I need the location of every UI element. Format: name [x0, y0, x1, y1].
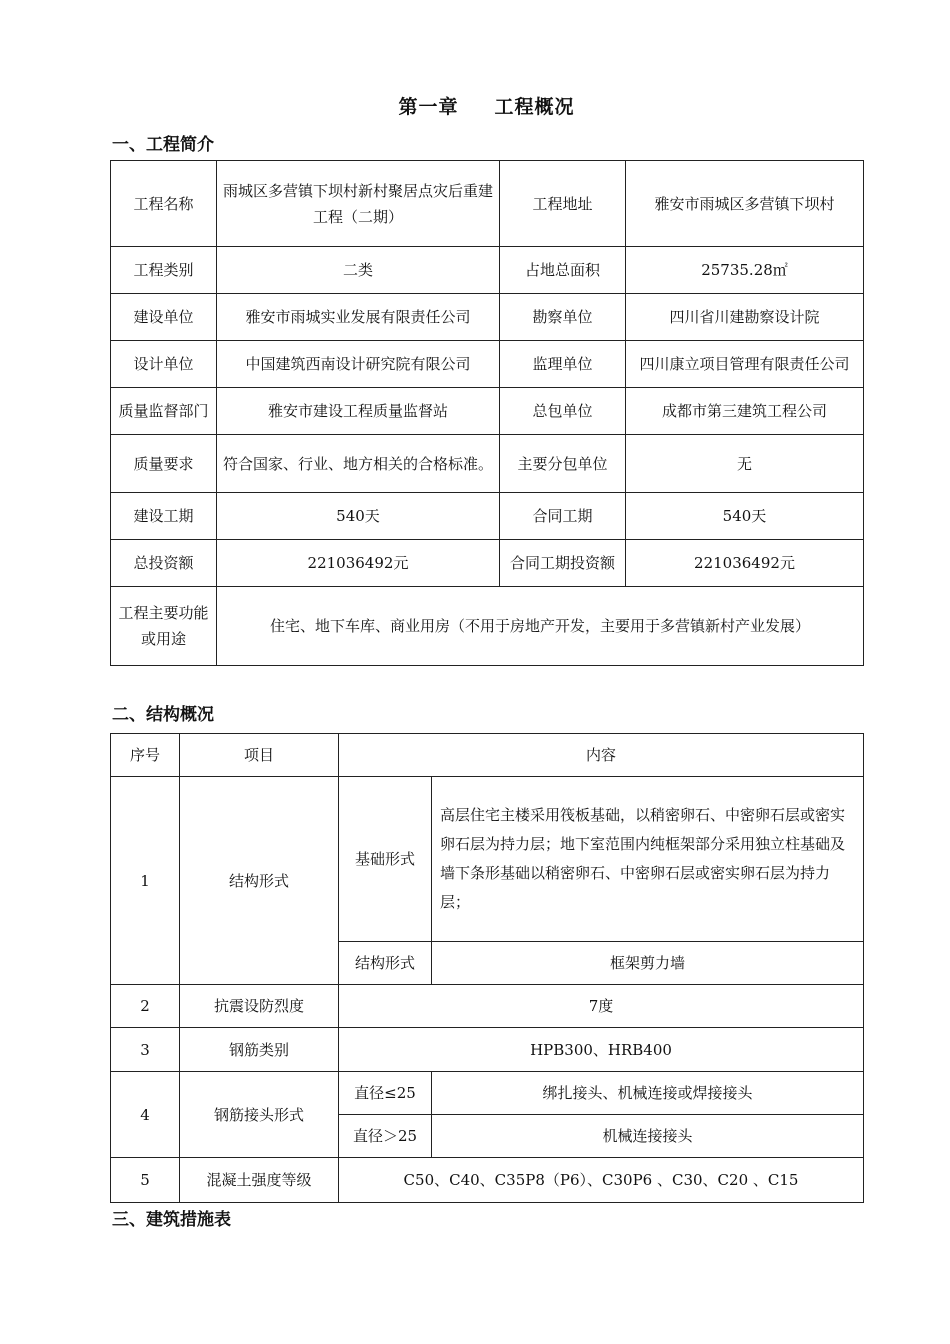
cell-label: 占地总面积 — [500, 247, 626, 294]
header-item: 项目 — [180, 734, 339, 777]
row-no: 2 — [111, 985, 180, 1028]
cell-value: 无 — [626, 435, 864, 493]
row-item: 混凝土强度等级 — [180, 1158, 339, 1203]
cell-value: 符合国家、行业、地方相关的合格标准。 — [217, 435, 500, 493]
row-value: 7度 — [339, 985, 864, 1028]
cell-label: 建设工期 — [111, 493, 217, 540]
header-content: 内容 — [339, 734, 864, 777]
row-item: 钢筋接头形式 — [180, 1072, 339, 1158]
row-item: 结构形式 — [180, 777, 339, 985]
row-no: 5 — [111, 1158, 180, 1203]
sub-label: 直径＞25 — [339, 1115, 432, 1158]
sub-value: 高层住宅主楼采用筏板基础，以稍密卵石、中密卵石层或密实卵石层为持力层；地下室范围内纯框架部分采用独立柱基础及墙下条形基础以稍密卵石、中密卵石层或密实卵石层为持力层； — [432, 777, 864, 942]
cell-value: 四川省川建勘察设计院 — [626, 294, 864, 341]
cell-label: 总包单位 — [500, 388, 626, 435]
row-value: C50、C40、C35P8（P6）、C30P6 、C30、C20 、C15 — [339, 1158, 864, 1203]
table-row — [111, 1158, 864, 1203]
cell-label: 主要分包单位 — [500, 435, 626, 493]
table-row — [111, 247, 864, 294]
table-row — [111, 161, 864, 247]
cell-label: 工程名称 — [111, 161, 217, 247]
cell-label: 质量监督部门 — [111, 388, 217, 435]
row-item: 钢筋类别 — [180, 1028, 339, 1072]
cell-value: 540天 — [626, 493, 864, 540]
row-no: 4 — [111, 1072, 180, 1158]
table-row — [111, 540, 864, 587]
table-row — [111, 985, 864, 1028]
cell-label: 工程类别 — [111, 247, 217, 294]
table-row — [111, 777, 864, 942]
cell-label: 建设单位 — [111, 294, 217, 341]
table-row — [111, 341, 864, 388]
cell-label: 质量要求 — [111, 435, 217, 493]
table-row — [111, 587, 864, 666]
project-overview-table — [110, 160, 864, 666]
cell-label: 工程地址 — [500, 161, 626, 247]
cell-value: 221036492元 — [626, 540, 864, 587]
cell-value: 25735.28㎡ — [626, 247, 864, 294]
row-value: HPB300、HRB400 — [339, 1028, 864, 1072]
chapter-number: 第一章 — [398, 96, 459, 118]
table-row — [111, 388, 864, 435]
cell-label: 合同工期 — [500, 493, 626, 540]
row-no: 1 — [111, 777, 180, 985]
sub-value: 框架剪力墙 — [432, 942, 864, 985]
table-row — [111, 493, 864, 540]
cell-value: 雅安市雨城区多营镇下坝村 — [626, 161, 864, 247]
table-row — [111, 294, 864, 341]
cell-value: 四川康立项目管理有限责任公司 — [626, 341, 864, 388]
chapter-title — [0, 92, 950, 119]
cell-value: 中国建筑西南设计研究院有限公司 — [217, 341, 500, 388]
cell-value: 雅安市建设工程质量监督站 — [217, 388, 500, 435]
cell-value: 住宅、地下车库、商业用房（不用于房地产开发，主要用于多营镇新村产业发展） — [217, 587, 864, 666]
sub-label: 基础形式 — [339, 777, 432, 942]
table-row — [111, 1072, 864, 1115]
table-header-row — [111, 734, 864, 777]
table-row — [111, 1028, 864, 1072]
section-heading-overview: 一、工程简介 — [112, 135, 214, 155]
cell-label: 总投资额 — [111, 540, 217, 587]
sub-value: 绑扎接头、机械连接或焊接接头 — [432, 1072, 864, 1115]
section-heading-structure: 二、结构概况 — [112, 705, 214, 725]
header-no: 序号 — [111, 734, 180, 777]
cell-value: 雅安市雨城实业发展有限责任公司 — [217, 294, 500, 341]
cell-value: 成都市第三建筑工程公司 — [626, 388, 864, 435]
cell-label: 监理单位 — [500, 341, 626, 388]
section-heading-measures: 三、建筑措施表 — [112, 1210, 231, 1230]
cell-label: 勘察单位 — [500, 294, 626, 341]
cell-value: 雨城区多营镇下坝村新村聚居点灾后重建工程（二期） — [217, 161, 500, 247]
sub-value: 机械连接接头 — [432, 1115, 864, 1158]
row-no: 3 — [111, 1028, 180, 1072]
sub-label: 直径≤25 — [339, 1072, 432, 1115]
cell-label: 工程主要功能或用途 — [111, 587, 217, 666]
chapter-name: 工程概况 — [494, 96, 575, 118]
cell-value: 二类 — [217, 247, 500, 294]
structure-overview-table — [110, 733, 864, 1203]
cell-label: 合同工期投资额 — [500, 540, 626, 587]
cell-value: 221036492元 — [217, 540, 500, 587]
row-item: 抗震设防烈度 — [180, 985, 339, 1028]
sub-label: 结构形式 — [339, 942, 432, 985]
table-row — [111, 435, 864, 493]
cell-label: 设计单位 — [111, 341, 217, 388]
cell-value: 540天 — [217, 493, 500, 540]
